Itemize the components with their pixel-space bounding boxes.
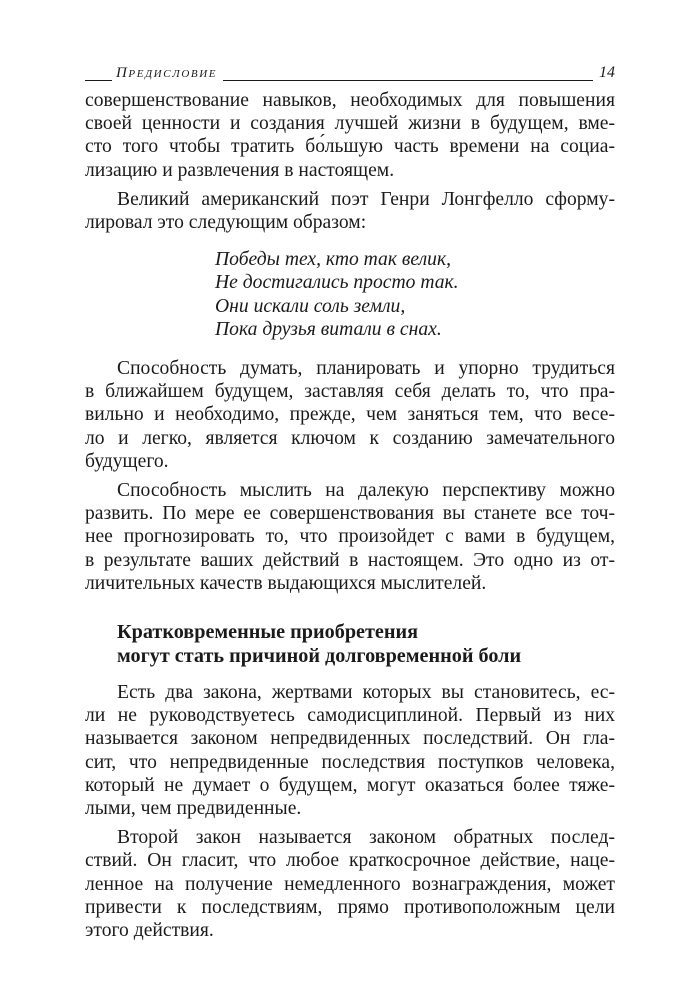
paragraph-continuation bbox=[85, 89, 615, 182]
text-line: лыми, чем предвиденные. bbox=[85, 798, 302, 820]
text-line: личительных качеств выдающихся мыслителей. bbox=[85, 572, 487, 594]
paragraph-two-laws bbox=[85, 681, 615, 820]
text-line: в результате ваших действий в настоящем. Это одно из от- bbox=[85, 549, 615, 571]
text-line: ствий. Он гласит, что любое краткосрочное действие, наце- bbox=[85, 850, 615, 872]
text-line: нее прогнозировать то, что произойдет с вами в будущем, bbox=[85, 526, 615, 548]
text-line: вильно и необходимо, прежде, чем заняться тем, что весе- bbox=[85, 404, 615, 426]
text-line: сто того чтобы тратить бо́льшую часть времени на социа- bbox=[85, 136, 615, 158]
paragraph-second-law bbox=[85, 826, 615, 942]
text-line: будущего. bbox=[85, 450, 169, 472]
text-line: развить. По мере ее совершенствования вы станете все точ- bbox=[85, 503, 615, 525]
heading-line: Кратковременные приобретения bbox=[117, 621, 419, 644]
text-line: Есть два закона, жертвами которых вы становитесь, ес- bbox=[117, 682, 615, 704]
page-number: 14 bbox=[593, 63, 615, 83]
paragraph-long-term-perspective bbox=[85, 479, 615, 595]
text-line: Великий американский поэт Генри Лонгфелло сформу- bbox=[117, 188, 615, 210]
text-line: Способность мыслить на далекую перспективу можно bbox=[117, 480, 615, 502]
paragraph-longfellow-intro bbox=[85, 188, 615, 234]
text-line: лизацию и развлечения в настоящем. bbox=[85, 159, 395, 181]
text-line: ли не руководствуетесь самодисциплиной. Первый из них bbox=[85, 705, 615, 727]
poem-line: Не достигались просто так. bbox=[215, 272, 459, 294]
paragraph-ability-to-think bbox=[85, 357, 615, 473]
text-line: своей ценности и создания лучшей жизни в будущем, вме- bbox=[85, 113, 615, 135]
text-line: привести к последствиям, прямо противоположным цели bbox=[85, 896, 615, 918]
heading-line: могут стать причиной долговременной боли bbox=[117, 645, 522, 668]
text-line: лировал это следующим образом: bbox=[85, 212, 367, 234]
poem-quote bbox=[215, 248, 615, 341]
text-line: называется законом непредвиденных последствий. Он гла- bbox=[85, 728, 615, 750]
text-line: который не думает о будущем, могут оказаться более тяже- bbox=[85, 774, 615, 796]
text-line: совершенствование навыков, необходимых для повышения bbox=[85, 90, 615, 111]
text-line: ленное на получение немедленного вознаграждения, может bbox=[85, 873, 615, 895]
poem-line: Победы тех, кто так велик, bbox=[215, 249, 452, 271]
text-line: ло и легко, является ключом к созданию замечательного bbox=[85, 427, 615, 449]
text-line: в ближайшем будущем, заставляя себя делать то, что пра- bbox=[85, 381, 615, 403]
text-line: сит, что непредвиденные последствия поступков человека, bbox=[85, 751, 615, 773]
poem-line: Они искали соль земли, bbox=[215, 295, 406, 317]
running-header bbox=[85, 63, 615, 85]
poem-line: Пока друзья витали в снах. bbox=[215, 318, 442, 340]
text-line: этого действия. bbox=[85, 920, 214, 942]
page-body bbox=[85, 89, 615, 942]
text-line: Второй закон называется законом обратных послед- bbox=[117, 827, 615, 849]
text-line: Способность думать, планировать и упорно трудиться bbox=[117, 358, 615, 380]
section-title: Предисловие bbox=[112, 63, 223, 83]
section-heading bbox=[117, 620, 615, 668]
